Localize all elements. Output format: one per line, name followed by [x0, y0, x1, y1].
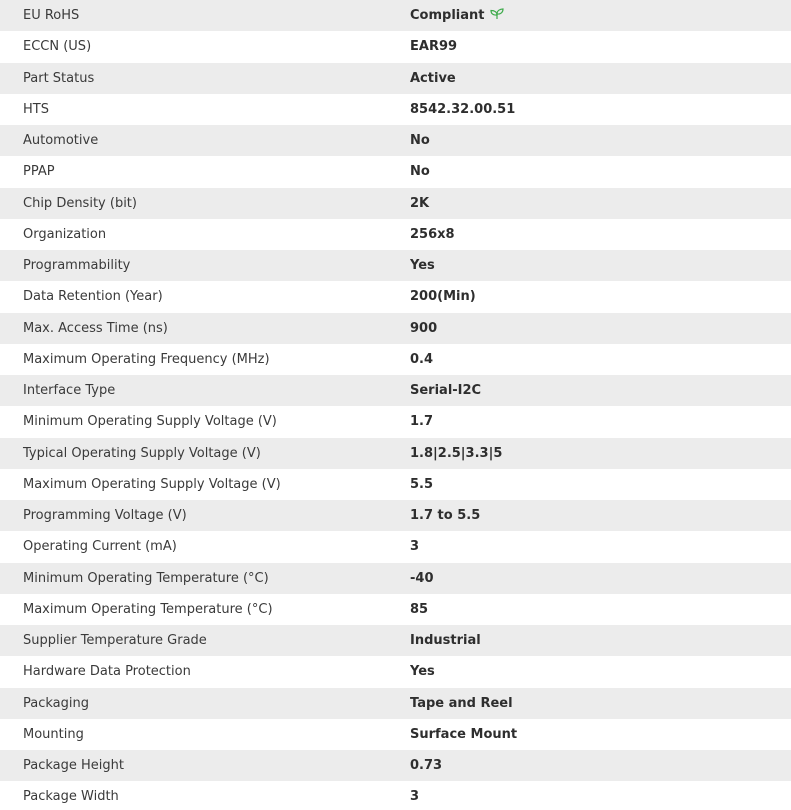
table-row [0, 313, 791, 344]
table-row [0, 375, 791, 406]
table-row [0, 438, 791, 469]
table-row [0, 469, 791, 500]
table-row [0, 0, 791, 31]
spec-value: 0.4 [410, 351, 434, 367]
spec-name: Minimum Operating Supply Voltage (V) [23, 414, 277, 430]
spec-value: No [410, 133, 430, 149]
spec-name: PPAP [23, 164, 55, 180]
table-row [0, 63, 791, 94]
spec-value: Yes [410, 664, 435, 680]
spec-value: 2K [410, 195, 430, 211]
spec-name: Package Width [23, 789, 119, 805]
table-row [0, 625, 791, 656]
table-row [0, 594, 791, 625]
spec-name: Packaging [23, 695, 89, 711]
table-row [0, 344, 791, 375]
spec-name: Package Height [23, 758, 124, 774]
spec-name: Max. Access Time (ns) [23, 320, 168, 336]
spec-value: Industrial [410, 633, 481, 649]
spec-name: Programming Voltage (V) [23, 508, 187, 524]
spec-name: Programmability [23, 258, 131, 274]
spec-value: Compliant [410, 8, 485, 24]
spec-value: 200(Min) [410, 289, 476, 305]
spec-value: 3 [410, 539, 420, 555]
spec-value: 900 [410, 320, 438, 336]
spec-value: No [410, 164, 430, 180]
table-row [0, 656, 791, 687]
table-row [0, 125, 791, 156]
spec-value: 85 [410, 601, 429, 617]
spec-value: Yes [410, 258, 435, 274]
spec-value-cell [410, 0, 791, 31]
spec-value: Serial-I2C [410, 383, 482, 399]
table-row [0, 563, 791, 594]
spec-name: Maximum Operating Frequency (MHz) [23, 351, 270, 367]
table-row [0, 31, 791, 62]
table-row [0, 688, 791, 719]
table-row [0, 719, 791, 750]
table-row [0, 781, 791, 810]
table-row [0, 750, 791, 781]
table-row [0, 531, 791, 562]
table-row [0, 500, 791, 531]
spec-value: 5.5 [410, 476, 434, 492]
spec-value: Tape and Reel [410, 695, 513, 711]
spec-value: EAR99 [410, 39, 458, 55]
spec-name: Operating Current (mA) [23, 539, 177, 555]
table-row [0, 188, 791, 219]
table-row [0, 156, 791, 187]
spec-value: 1.7 [410, 414, 434, 430]
spec-value: 256x8 [410, 226, 455, 242]
spec-value: Surface Mount [410, 726, 518, 742]
spec-name: Organization [23, 226, 107, 242]
spec-name: Supplier Temperature Grade [23, 633, 207, 649]
spec-name: Automotive [23, 133, 99, 149]
spec-value: Active [410, 70, 456, 86]
spec-value: 1.8|2.5|3.3|5 [410, 445, 503, 461]
spec-value: 8542.32.00.51 [410, 101, 516, 117]
spec-name: Hardware Data Protection [23, 664, 191, 680]
spec-name: Chip Density (bit) [23, 195, 137, 211]
spec-value: -40 [410, 570, 434, 586]
spec-name: Part Status [23, 70, 95, 86]
spec-name: Interface Type [23, 383, 116, 399]
spec-name: Minimum Operating Temperature (°C) [23, 570, 269, 586]
spec-name: ECCN (US) [23, 39, 92, 55]
table-row [0, 94, 791, 125]
table-row [0, 281, 791, 312]
spec-value: 3 [410, 789, 420, 805]
spec-name: Mounting [23, 726, 84, 742]
spec-name: Typical Operating Supply Voltage (V) [23, 445, 261, 461]
spec-name: Maximum Operating Supply Voltage (V) [23, 476, 281, 492]
table-row [0, 406, 791, 437]
spec-name: HTS [23, 101, 49, 117]
leaf-icon [490, 8, 504, 20]
spec-name: Data Retention (Year) [23, 289, 163, 305]
spec-value: 0.73 [410, 758, 443, 774]
table-row [0, 219, 791, 250]
spec-name: Maximum Operating Temperature (°C) [23, 601, 273, 617]
spec-value: 1.7 to 5.5 [410, 508, 481, 524]
table-row [0, 250, 791, 281]
spec-name: EU RoHS [23, 8, 80, 24]
